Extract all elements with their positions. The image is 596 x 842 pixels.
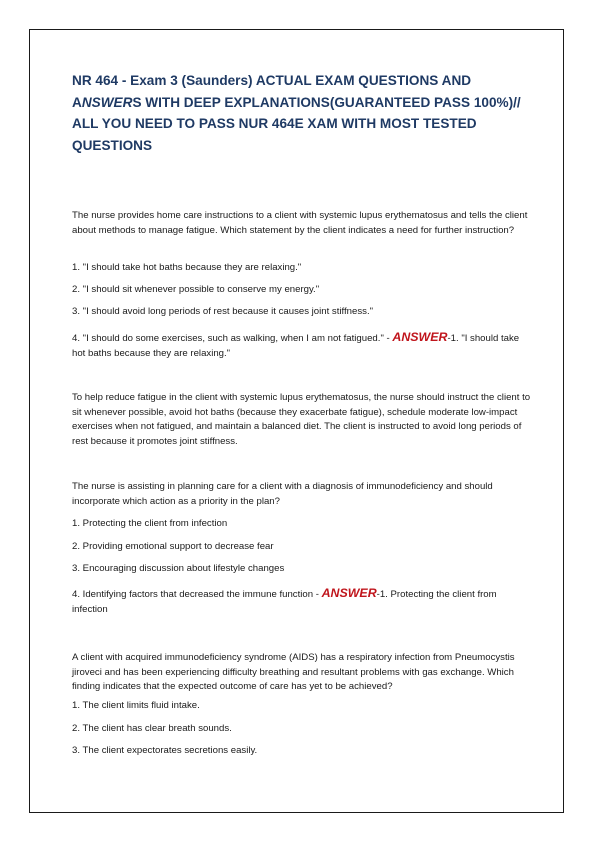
- question-1-option-1-text: 1. "I should take hot baths because they are relaxing.": [72, 262, 302, 273]
- title-part-3: S WITH DEEP EXPLANATIONS(GUARANTEED PASS 100%)// ALL YOU NEED TO PASS NUR 464E XAM WITH MOST TESTED QUESTIONS: [72, 94, 521, 153]
- question-3-option-2-text: 2. The client has clear breath sounds.: [72, 723, 232, 734]
- question-2-answer-text: -1. Protecting the client from infection: [72, 589, 497, 615]
- title-part-2-italic: NSWER: [81, 94, 133, 110]
- question-2-stem: [72, 480, 532, 509]
- question-2-option-4: [72, 586, 532, 617]
- question-1-option-3: [72, 305, 532, 320]
- question-2-option-2: [72, 540, 532, 555]
- question-2-option-3: [72, 562, 532, 577]
- question-2-option-1-text: 1. Protecting the client from infection: [72, 518, 228, 529]
- question-1-option-2-text: 2. "I should sit whenever possible to conserve my energy.": [72, 284, 320, 295]
- question-3-option-2: [72, 722, 532, 737]
- question-2-option-3-text: 3. Encouraging discussion about lifestyle changes: [72, 563, 285, 574]
- question-1-explanation: [72, 391, 532, 449]
- question-1-option-4-text: [72, 330, 532, 361]
- question-3-option-3: [72, 744, 532, 759]
- question-1-option-3-text: 3. "I should avoid long periods of rest because it causes joint stiffness.": [72, 306, 374, 317]
- question-1-stem: [72, 209, 532, 238]
- question-3-text: A client with acquired immunodeficiency syndrome (AIDS) has a respiratory infection from Pneumocystis jiroveci and has been experiencing difficulty breathing and resultant problems with gas exchange. Which finding indicates that the expected outcome of care has yet to be achieved?: [72, 652, 515, 693]
- question-1-answer-text: -1. "I should take hot baths because they are relaxing.": [72, 333, 520, 359]
- question-3-option-1: [72, 699, 532, 714]
- question-3-option-1-text: 1. The client limits fluid intake.: [72, 700, 200, 711]
- question-2-option-2-text: 2. Providing emotional support to decrease fear: [72, 541, 274, 552]
- question-1-text: The nurse provides home care instructions to a client with systemic lupus erythematosus and tells the client about methods to manage fatigue. Which statement by the client indicates a need for further instruction?: [72, 210, 528, 236]
- question-1-option-4: [72, 330, 532, 361]
- question-2-text: The nurse is assisting in planning care for a client with a diagnosis of immunodeficiency and should incorporate which action as a priority in the plan?: [72, 481, 493, 507]
- title-part-1: NR 464 - Exam 3 (Saunders) ACTUAL EXAM QUESTIONS AND A: [72, 73, 472, 110]
- question-3-option-3-text: 3. The client expectorates secretions easily.: [72, 745, 258, 756]
- question-3-stem: [72, 651, 532, 695]
- question-2-option-4-text: [72, 586, 532, 617]
- document-title: [72, 70, 542, 156]
- question-2-option-4-prefix: 4. Identifying factors that decreased the immune function -: [72, 589, 322, 600]
- answer-label: ANSWER: [392, 330, 448, 344]
- question-1-option-2: [72, 283, 532, 298]
- question-2-option-1: [72, 517, 532, 532]
- question-1-explanation-text: To help reduce fatigue in the client with systemic lupus erythematosus, the nurse should instruct the client to sit whenever possible, avoid hot baths (because they exacerbate fatigue), schedule moderate low-impact exercises when not fatigued, and maintain a balanced diet. The client is instructed to avoid long periods of rest because it promotes joint stiffness.: [72, 392, 531, 447]
- answer-label: ANSWER: [321, 586, 377, 600]
- question-1-option-1: [72, 261, 532, 276]
- question-1-option-4-prefix: 4. "I should do some exercises, such as walking, when I am not fatigued." -: [72, 333, 393, 344]
